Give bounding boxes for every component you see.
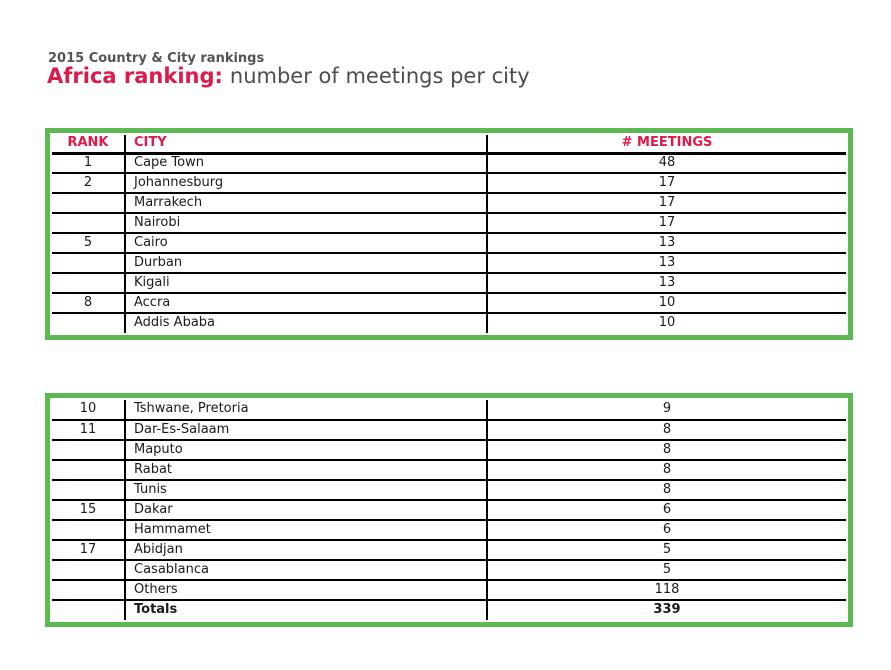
table-header-row <box>52 135 846 153</box>
ranking-table-top-grid <box>52 135 846 333</box>
city-cell: Totals <box>125 600 487 620</box>
report-kicker: 2015 Country & City rankings <box>48 51 265 66</box>
table-row <box>52 293 846 313</box>
table-row <box>52 420 846 440</box>
table-row <box>52 500 846 520</box>
city-cell: Tunis <box>125 480 487 500</box>
rank-cell: 8 <box>52 293 125 313</box>
rank-cell: 10 <box>52 400 125 420</box>
meetings-cell: 5 <box>487 560 846 580</box>
rank-cell: 2 <box>52 173 125 193</box>
rank-cell: 11 <box>52 420 125 440</box>
table-row <box>52 253 846 273</box>
meetings-cell: 8 <box>487 420 846 440</box>
city-cell: Abidjan <box>125 540 487 560</box>
city-cell: Cape Town <box>125 153 487 173</box>
city-cell: Nairobi <box>125 213 487 233</box>
city-cell: Others <box>125 580 487 600</box>
table-row <box>52 480 846 500</box>
meetings-cell: 17 <box>487 193 846 213</box>
table-row <box>52 560 846 580</box>
table-row <box>52 540 846 560</box>
meetings-cell: 339 <box>487 600 846 620</box>
rank-cell <box>52 600 125 620</box>
rank-cell <box>52 313 125 333</box>
meetings-cell: 17 <box>487 213 846 233</box>
meetings-cell: 13 <box>487 253 846 273</box>
table-row <box>52 440 846 460</box>
meetings-cell: 118 <box>487 580 846 600</box>
meetings-cell: 10 <box>487 293 846 313</box>
table-row <box>52 273 846 293</box>
page-title <box>47 64 530 88</box>
col-header-city: CITY <box>125 135 487 153</box>
table-row <box>52 173 846 193</box>
meetings-cell: 13 <box>487 233 846 253</box>
meetings-cell: 9 <box>487 400 846 420</box>
rank-cell <box>52 213 125 233</box>
rank-cell <box>52 460 125 480</box>
city-cell: Casablanca <box>125 560 487 580</box>
city-cell: Hammamet <box>125 520 487 540</box>
rank-cell <box>52 193 125 213</box>
rank-cell: 15 <box>52 500 125 520</box>
table-row <box>52 233 846 253</box>
rank-cell: 5 <box>52 233 125 253</box>
rank-cell <box>52 273 125 293</box>
title-highlight: Africa ranking: <box>47 64 223 88</box>
rank-cell <box>52 480 125 500</box>
city-cell: Addis Ababa <box>125 313 487 333</box>
city-cell: Johannesburg <box>125 173 487 193</box>
table-row <box>52 213 846 233</box>
table-row <box>52 313 846 333</box>
meetings-cell: 6 <box>487 500 846 520</box>
city-cell: Durban <box>125 253 487 273</box>
table-row <box>52 580 846 600</box>
city-cell: Marrakech <box>125 193 487 213</box>
meetings-cell: 17 <box>487 173 846 193</box>
table-row <box>52 193 846 213</box>
meetings-cell: 5 <box>487 540 846 560</box>
ranking-table-bottom <box>45 393 853 627</box>
rank-cell <box>52 440 125 460</box>
meetings-cell: 8 <box>487 440 846 460</box>
city-cell: Maputo <box>125 440 487 460</box>
city-cell: Dakar <box>125 500 487 520</box>
rank-cell <box>52 520 125 540</box>
table-row <box>52 600 846 620</box>
rank-cell: 1 <box>52 153 125 173</box>
ranking-table-top <box>45 128 853 340</box>
city-cell: Dar-Es-Salaam <box>125 420 487 440</box>
rank-cell <box>52 580 125 600</box>
rank-cell <box>52 253 125 273</box>
table-row <box>52 153 846 173</box>
meetings-cell: 8 <box>487 460 846 480</box>
city-cell: Rabat <box>125 460 487 480</box>
ranking-table-bottom-grid <box>52 400 846 620</box>
meetings-cell: 48 <box>487 153 846 173</box>
col-header-meetings: # MEETINGS <box>487 135 846 153</box>
meetings-cell: 10 <box>487 313 846 333</box>
city-cell: Accra <box>125 293 487 313</box>
meetings-cell: 13 <box>487 273 846 293</box>
table-row <box>52 400 846 420</box>
table-row <box>52 520 846 540</box>
meetings-cell: 6 <box>487 520 846 540</box>
title-rest: number of meetings per city <box>229 64 530 88</box>
col-header-rank: RANK <box>52 135 125 153</box>
city-cell: Kigali <box>125 273 487 293</box>
table-row <box>52 460 846 480</box>
city-cell: Cairo <box>125 233 487 253</box>
meetings-cell: 8 <box>487 480 846 500</box>
city-cell: Tshwane, Pretoria <box>125 400 487 420</box>
rank-cell: 17 <box>52 540 125 560</box>
rank-cell <box>52 560 125 580</box>
